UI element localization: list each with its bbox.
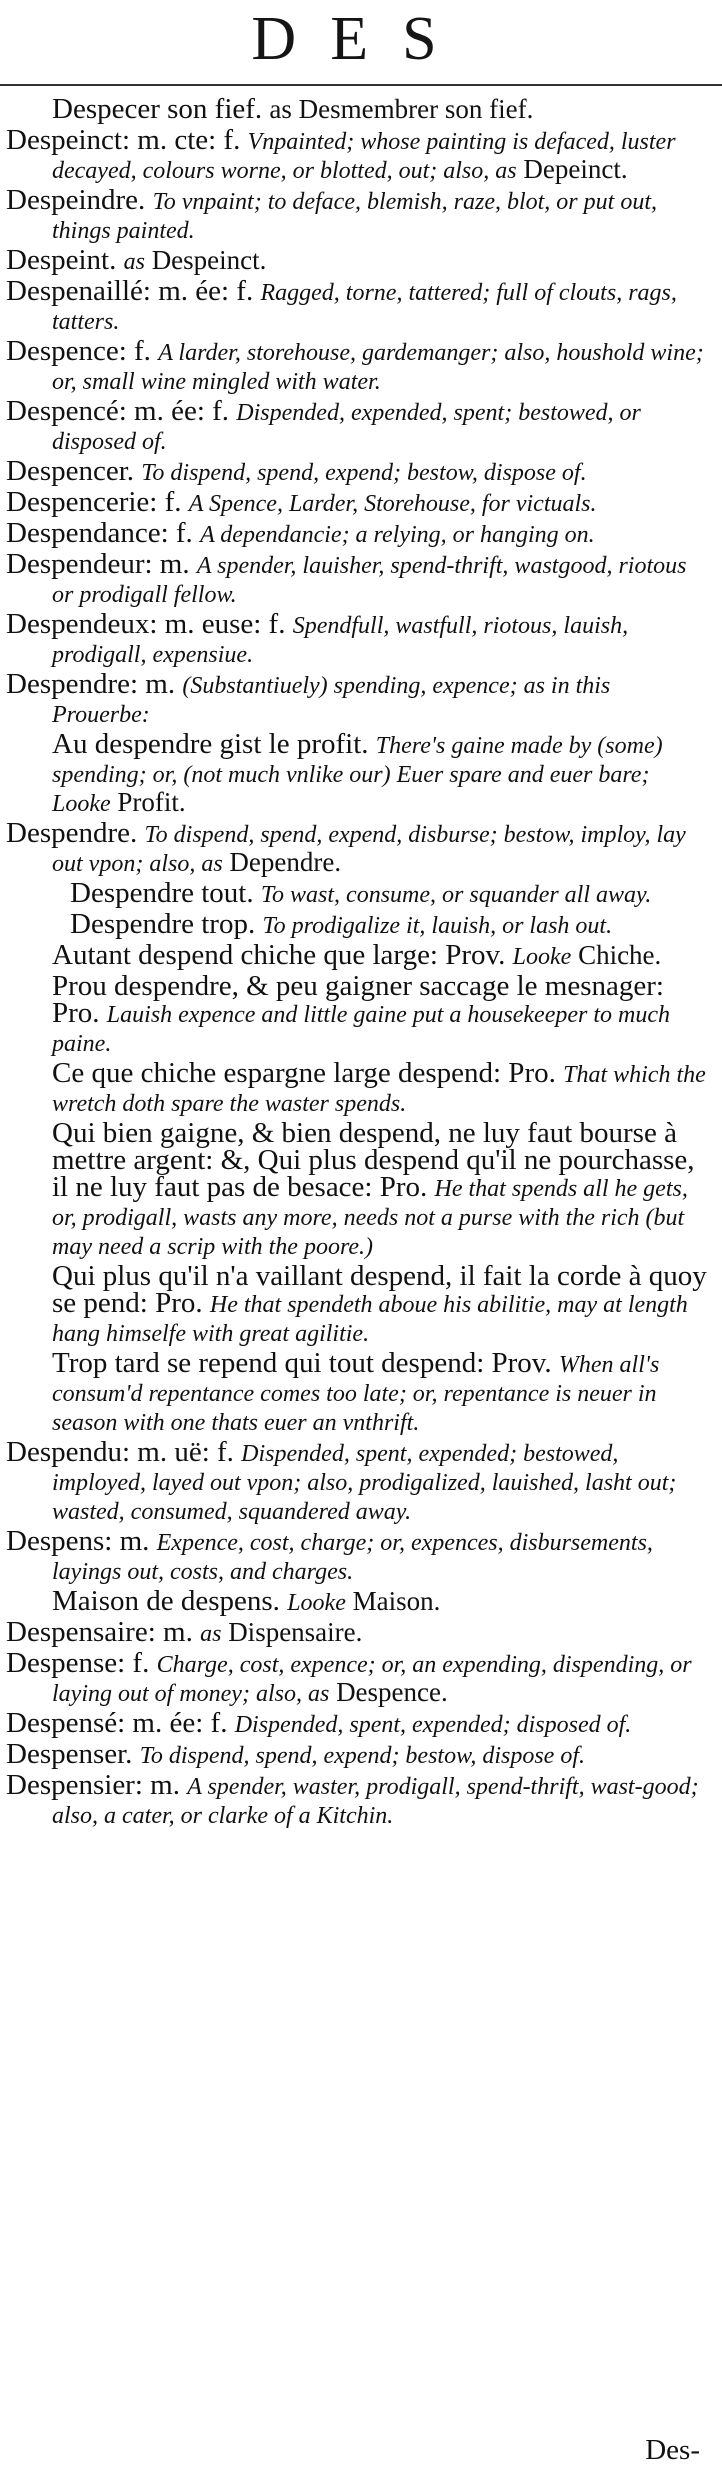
entry-headword: Qui bien gaigne, & bien despend, ne luy faut bourse à mettre argent: &, Qui plus despend qu'il ne pourchasse, il ne luy faut pas de besace: Pro.	[52, 1117, 695, 1203]
entry-gloss: When all's consum'd repentance comes too late; or, repentance is neuer in season with one thats euer an vnthrift.	[52, 1352, 660, 1436]
dictionary-entry	[6, 1647, 712, 1708]
entry-headword: Maison de despens.	[52, 1585, 288, 1617]
header-rule	[0, 84, 722, 86]
dictionary-entry	[6, 275, 712, 336]
running-head: DES	[251, 5, 471, 73]
entry-gloss: Dispended, spent, expended; bestowed, imployed, layed out vpon; also, prodigalized, lauished, lasht out; wasted, consumed, squandered away.	[52, 1441, 677, 1525]
dictionary-entry	[6, 244, 712, 276]
entry-gloss: That which the wretch doth spare the waster spends.	[52, 1062, 706, 1117]
entry-headword: Despenaillé: m. ée: f.	[6, 275, 261, 307]
entry-gloss: Charge, cost, expence; or, an expending, dispending, or laying out of money; also, as	[52, 1652, 692, 1707]
entry-gloss: To dispend, spend, expend; bestow, dispose of.	[141, 460, 587, 486]
dictionary-entry	[6, 1057, 712, 1118]
entry-gloss: To dispend, spend, expend; bestow, dispose of.	[139, 1743, 585, 1769]
entry-headword: Despendeur: m.	[6, 548, 197, 580]
entry-crossref: Dispensaire.	[221, 1617, 363, 1647]
dictionary-entry	[6, 817, 712, 878]
entry-crossref: Dependre.	[222, 847, 342, 877]
entry-headword: Despenser.	[6, 1738, 140, 1770]
entry-headword: Despendu: m. uë: f.	[6, 1436, 242, 1468]
entry-gloss: A dependancie; a relying, or hanging on.	[200, 522, 595, 548]
dictionary-entry	[6, 908, 712, 940]
entry-gloss: To wast, consume, or squander all away.	[260, 882, 652, 908]
dictionary-entry	[6, 1738, 712, 1770]
entry-gloss: A larder, storehouse, gardemanger; also, houshold wine; or, small wine mingled with water.	[52, 340, 704, 395]
entry-headword: Despendre tout.	[70, 877, 261, 909]
entry-headword: Despendre trop.	[70, 908, 263, 940]
entry-gloss: A spender, waster, prodigall, spend-thrift, wast-good; also, a cater, or clarke of a Kitchin.	[52, 1774, 699, 1829]
entry-headword: Despendre.	[6, 817, 145, 849]
entry-gloss: as	[200, 1621, 222, 1647]
entry-headword: Autant despend chiche que large: Prov.	[52, 939, 513, 971]
dictionary-entry	[6, 1260, 712, 1348]
dictionary-entry	[6, 608, 712, 669]
dictionary-entry	[6, 1769, 712, 1830]
entry-headword: Despens: m.	[6, 1525, 157, 1557]
dictionary-entry	[6, 1117, 712, 1261]
entry-gloss: He that spends all he gets, or, prodigall, wasts any more, needs not a purse with the rich (but may need a scrip with the poore.)	[52, 1176, 688, 1260]
entry-headword: Despensé: m. ée: f.	[6, 1707, 235, 1739]
dictionary-entry	[6, 548, 712, 609]
entry-gloss: To vnpaint; to deface, blemish, raze, blot, or put out, things painted.	[52, 189, 657, 244]
entry-gloss: To prodigalize it, lauish, or lash out.	[262, 913, 613, 939]
entry-gloss: Expence, cost, charge; or, expences, disbursements, layings out, costs, and charges.	[52, 1530, 653, 1585]
entry-gloss: To dispend, spend, expend, disburse; bestow, imploy, lay out vpon; also, as	[52, 822, 686, 877]
entry-gloss: Lauish expence and little gaine put a housekeeper to much paine.	[52, 1002, 670, 1057]
dictionary-entry	[6, 939, 712, 971]
dictionary-entry	[6, 970, 712, 1058]
entry-headword: Despendre: m.	[6, 668, 183, 700]
entry-gloss: as	[123, 249, 145, 275]
dictionary-entry	[6, 1436, 712, 1526]
entry-gloss: Ragged, torne, tattered; full of clouts, rags, tatters.	[52, 280, 677, 335]
entry-headword: Prou despendre, & peu gaigner saccage le mesnager: Pro.	[52, 970, 664, 1029]
dictionary-entry	[6, 124, 712, 185]
dictionary-entry	[6, 1585, 712, 1617]
dictionary-entry	[6, 1616, 712, 1648]
entry-gloss: Looke	[287, 1590, 346, 1616]
entry-headword: Despense: f.	[6, 1647, 157, 1679]
entry-gloss: A Spence, Larder, Storehouse, for victuals.	[188, 491, 597, 517]
dictionary-entry	[6, 486, 712, 518]
entry-crossref: Despence.	[329, 1677, 448, 1707]
entry-headword: Despencé: m. ée: f.	[6, 395, 237, 427]
entry-headword: Trop tard se repend qui tout despend: Prov.	[52, 1347, 559, 1379]
entry-gloss: Vnpainted; whose painting is defaced, luster decayed, colours worne, or blotted, out; also, as	[52, 129, 676, 184]
dictionary-entry	[6, 455, 712, 487]
dictionary-entry	[6, 1525, 712, 1586]
entry-gloss: A spender, lauisher, spend-thrift, wastgood, riotous or prodigall fellow.	[52, 553, 687, 608]
entry-headword: Despecer son fief.	[52, 93, 270, 125]
entry-headword: Despendance: f.	[6, 517, 201, 549]
catchword: Des-	[645, 2434, 700, 2466]
dictionary-entry	[6, 335, 712, 396]
entry-crossref: Despeinct.	[144, 245, 267, 275]
entry-headword: Despensaire: m.	[6, 1616, 201, 1648]
entry-headword: Ce que chiche espargne large despend: Pro.	[52, 1057, 564, 1089]
dictionary-entry	[6, 517, 712, 549]
entry-headword: Despeinct: m. cte: f.	[6, 124, 248, 156]
entry-headword: Despeindre.	[6, 184, 153, 216]
dictionary-entry	[6, 668, 712, 729]
entry-list	[6, 93, 712, 1832]
entry-headword: Au despendre gist le profit.	[52, 728, 376, 760]
entry-gloss: There's gaine made by (some) spending; or, (not much vnlike our) Euer spare and euer bare; Looke	[52, 733, 663, 817]
entry-crossref: Depeinct.	[516, 154, 628, 184]
dictionary-entry	[6, 184, 712, 245]
entry-gloss: Looke	[512, 944, 572, 970]
entry-headword: Despencerie: f.	[6, 486, 189, 518]
entry-headword: Qui plus qu'il n'a vaillant despend, il fait la corde à quoy se pend: Pro.	[52, 1260, 707, 1319]
entry-gloss: (Substantiuely) spending, expence; as in this Prouerbe:	[52, 673, 611, 728]
page-header	[0, 0, 722, 84]
dictionary-entry	[6, 93, 712, 125]
entry-headword: Despendeux: m. euse: f.	[6, 608, 293, 640]
dictionary-entry	[6, 395, 712, 456]
entry-crossref: Chiche.	[571, 940, 662, 970]
entry-headword: Despensier: m.	[6, 1769, 188, 1801]
entry-gloss: Spendfull, wastfull, riotous, lauish, prodigall, expensiue.	[52, 613, 629, 668]
dictionary-entry	[6, 1347, 712, 1437]
entry-headword: Despencer.	[6, 455, 142, 487]
entry-headword: Despence: f.	[6, 335, 159, 367]
dictionary-entry	[6, 1707, 712, 1739]
dictionary-entry	[6, 877, 712, 909]
entry-gloss: Dispended, spent, expended; disposed of.	[234, 1712, 632, 1738]
entry-crossref: Maison.	[345, 1586, 441, 1616]
entry-gloss: He that spendeth aboue his abilitie, may at length hang himselfe with great agilitie.	[52, 1292, 688, 1347]
entry-crossref: Profit.	[110, 787, 186, 817]
dictionary-entry	[6, 728, 712, 818]
entry-gloss: Dispended, expended, spent; bestowed, or disposed of.	[52, 400, 641, 455]
entry-crossref: as Desmembrer son fief.	[269, 94, 534, 124]
entry-headword: Despeint.	[6, 244, 124, 276]
